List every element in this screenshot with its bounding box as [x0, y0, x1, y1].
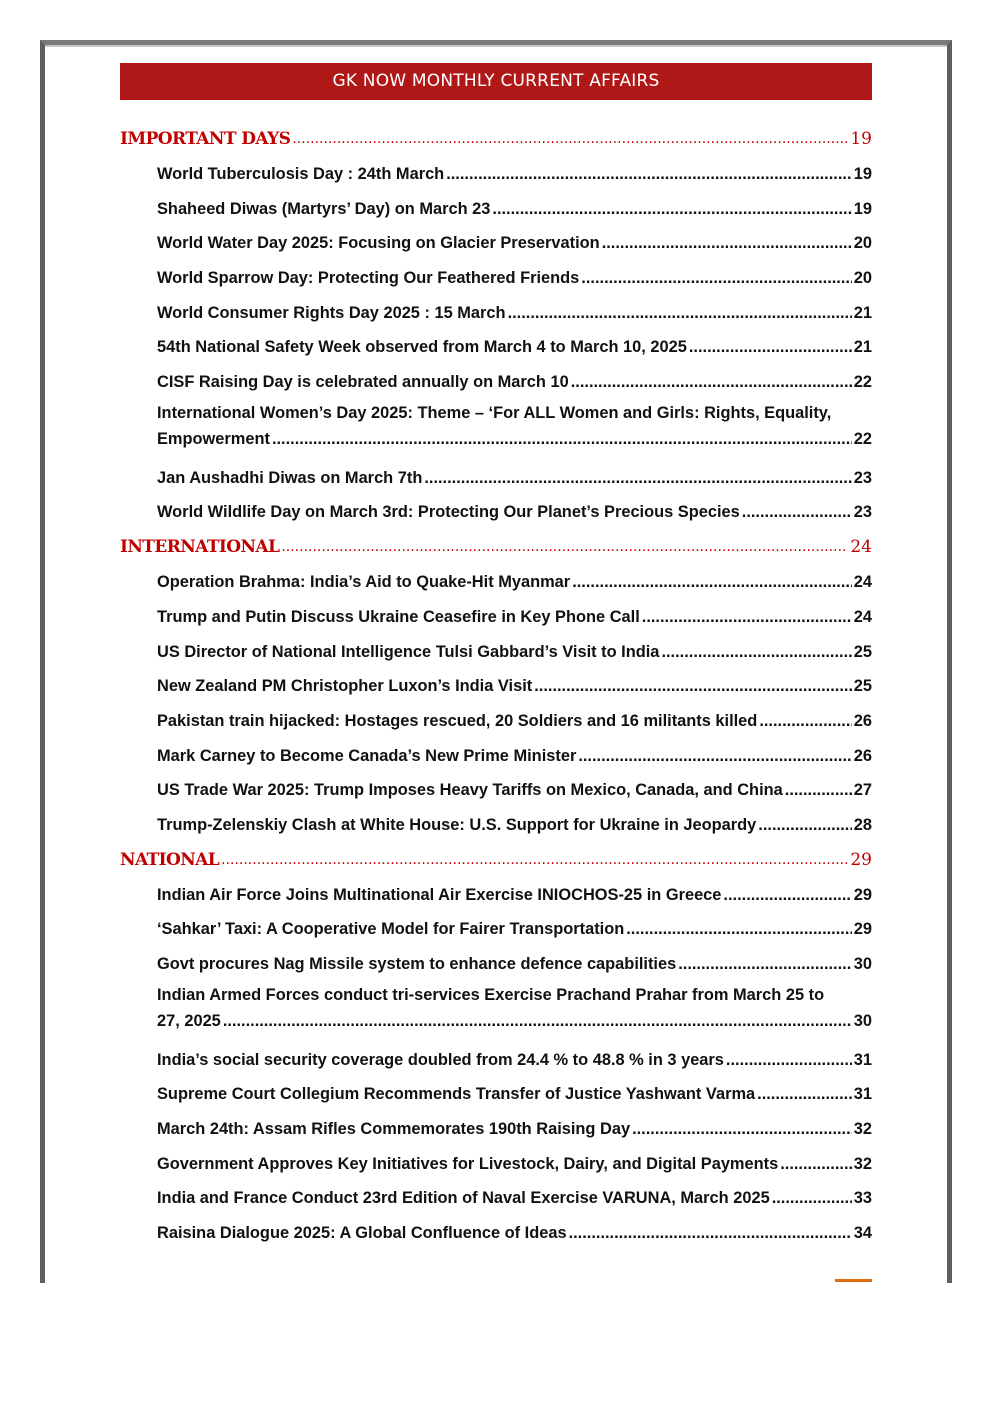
entry-title-line1: Indian Armed Forces conduct tri-services Exercise Prachand Prahar from March 25 to: [157, 985, 825, 1004]
toc-entry[interactable]: [157, 157, 872, 192]
entry-title: New Zealand PM Christopher Luxon’s India Visit: [157, 677, 533, 696]
toc-entry[interactable]: [157, 1043, 872, 1078]
dot-leader: [661, 635, 851, 670]
dot-leader: [758, 808, 851, 843]
entry-page: 29: [853, 920, 872, 939]
table-of-contents: [120, 122, 872, 1251]
entry-title-line1: International Women’s Day 2025: Theme – ‘For ALL Women and Girls: Rights, Equality,: [157, 403, 832, 422]
entry-page: 19: [853, 199, 872, 218]
dot-leader: [572, 565, 852, 600]
entry-page: 23: [853, 468, 872, 487]
toc-entry[interactable]: [157, 635, 872, 670]
entry-page: 32: [853, 1154, 872, 1173]
toc-entry[interactable]: [157, 192, 872, 227]
entry-page: 29: [853, 885, 872, 904]
dot-leader: [281, 530, 848, 565]
entry-page: 25: [853, 642, 872, 661]
section-title: NATIONAL: [120, 849, 220, 870]
dot-leader: [742, 495, 852, 530]
dot-leader: [446, 157, 852, 192]
toc-entry[interactable]: [157, 1216, 872, 1251]
entry-page: 22: [853, 373, 872, 392]
entry-title: World Sparrow Day: Protecting Our Feathered Friends: [157, 269, 580, 288]
entry-page: 27: [853, 781, 872, 800]
toc-entry[interactable]: [157, 1182, 872, 1217]
entry-title-line2: 27, 2025: [157, 1011, 221, 1030]
dot-leader: [757, 1077, 852, 1112]
entry-title: 54th National Safety Week observed from March 4 to March 10, 2025: [157, 338, 687, 357]
entry-title: India’s social security coverage doubled from 24.4 % to 48.8 % in 3 years: [157, 1050, 724, 1069]
entry-page: 28: [853, 815, 872, 834]
dot-leader: [424, 461, 851, 496]
entry-title: World Consumer Rights Day 2025 : 15 March: [157, 303, 506, 322]
toc-entry[interactable]: [157, 600, 872, 635]
toc-entry[interactable]: [157, 296, 872, 331]
section-page: 24: [850, 537, 872, 558]
dot-leader: [678, 947, 852, 982]
toc-entry[interactable]: [157, 704, 872, 739]
dot-leader: [492, 192, 851, 227]
entry-page: 24: [853, 573, 872, 592]
entry-title: World Water Day 2025: Focusing on Glacier Preservation: [157, 234, 600, 253]
page-header: GK NOW MONTHLY CURRENT AFFAIRS: [120, 63, 872, 100]
entry-title: Trump and Putin Discuss Ukraine Ceasefire in Key Phone Call: [157, 607, 640, 626]
toc-entry[interactable]: [157, 400, 872, 453]
toc-entry[interactable]: [157, 773, 872, 808]
toc-entry[interactable]: [157, 261, 872, 296]
entry-page: 23: [853, 503, 872, 522]
toc-entry[interactable]: [157, 365, 872, 400]
entry-page: 24: [853, 607, 872, 626]
dot-leader: [759, 704, 851, 739]
dot-leader: [292, 122, 848, 157]
toc-entry[interactable]: [157, 226, 872, 261]
toc-entry[interactable]: [157, 947, 872, 982]
dot-leader: [689, 330, 852, 365]
toc-section-important-days[interactable]: [120, 122, 872, 157]
entry-title: World Wildlife Day on March 3rd: Protecting Our Planet’s Precious Species: [157, 503, 740, 522]
entry-page: 20: [853, 269, 872, 288]
entry-page: 25: [853, 677, 872, 696]
dot-leader: [642, 600, 852, 635]
entry-title: Jan Aushadhi Diwas on March 7th: [157, 468, 423, 487]
entry-title: Govt procures Nag Missile system to enhance defence capabilities: [157, 955, 677, 974]
dot-leader: [602, 226, 852, 261]
entry-page: 22: [853, 429, 872, 448]
entry-title: World Tuberculosis Day : 24th March: [157, 164, 445, 183]
entry-page: 31: [853, 1050, 872, 1069]
entry-title: Shaheed Diwas (Martyrs’ Day) on March 23: [157, 199, 491, 218]
dot-leader: [221, 843, 848, 878]
dot-leader: [569, 1216, 852, 1251]
entry-title: US Trade War 2025: Trump Imposes Heavy Tariffs on Mexico, Canada, and China: [157, 781, 783, 800]
dot-leader: [626, 912, 852, 947]
entry-title: India and France Conduct 23rd Edition of Naval Exercise VARUNA, March 2025: [157, 1189, 770, 1208]
toc-section-international[interactable]: [120, 530, 872, 565]
dot-leader: [723, 878, 851, 913]
toc-entry[interactable]: [157, 1147, 872, 1182]
entry-title: Government Approves Key Initiatives for Livestock, Dairy, and Digital Payments: [157, 1154, 779, 1173]
dot-leader: [578, 739, 851, 774]
toc-entry[interactable]: [157, 878, 872, 913]
entry-page: 31: [853, 1085, 872, 1104]
entry-page: 34: [853, 1224, 872, 1243]
dot-leader: [272, 426, 852, 453]
dot-leader: [571, 365, 852, 400]
entry-title: Trump-Zelenskiy Clash at White House: U.S. Support for Ukraine in Jeopardy: [157, 815, 757, 834]
dot-leader: [772, 1181, 852, 1216]
toc-section-national[interactable]: [120, 843, 872, 878]
toc-entry[interactable]: [157, 461, 872, 496]
entry-page: 26: [853, 711, 872, 730]
toc-entry[interactable]: [157, 1112, 872, 1147]
entry-page: 30: [853, 1011, 872, 1030]
entry-title: US Director of National Intelligence Tulsi Gabbard’s Visit to India: [157, 642, 660, 661]
toc-entry[interactable]: [157, 669, 872, 704]
entry-title: Raisina Dialogue 2025: A Global Confluence of Ideas: [157, 1224, 567, 1243]
toc-entry[interactable]: [157, 496, 872, 531]
toc-entry[interactable]: [157, 1077, 872, 1112]
entry-page: 30: [853, 955, 872, 974]
toc-entry[interactable]: [157, 330, 872, 365]
entry-title: Mark Carney to Become Canada’s New Prime Minister: [157, 746, 577, 765]
entry-title: ‘Sahkar’ Taxi: A Cooperative Model for Fairer Transportation: [157, 920, 625, 939]
entry-title: Operation Brahma: India’s Aid to Quake-Hit Myanmar: [157, 573, 571, 592]
entry-page: 26: [853, 746, 872, 765]
section-page: 19: [850, 129, 872, 149]
entry-page: 19: [853, 164, 872, 183]
dot-leader: [534, 669, 852, 704]
entry-title: March 24th: Assam Rifles Commemorates 190th Raising Day: [157, 1120, 631, 1139]
section-title: IMPORTANT DAYS: [120, 129, 291, 149]
entry-page: 20: [853, 234, 872, 253]
entry-title: Pakistan train hijacked: Hostages rescued, 20 Soldiers and 16 militants killed: [157, 711, 758, 730]
toc-entry[interactable]: [157, 739, 872, 774]
toc-entry[interactable]: [157, 565, 872, 600]
entry-title-line2: Empowerment: [157, 429, 270, 448]
dot-leader: [581, 261, 851, 296]
dot-leader: [223, 1008, 852, 1035]
entry-title: Indian Air Force Joins Multinational Air Exercise INIOCHOS-25 in Greece: [157, 885, 722, 904]
entry-page: 33: [853, 1189, 872, 1208]
dot-leader: [726, 1043, 852, 1078]
section-title: INTERNATIONAL: [120, 537, 280, 558]
entry-page: 32: [853, 1120, 872, 1139]
toc-entry[interactable]: [157, 982, 872, 1035]
dot-leader: [780, 1147, 852, 1182]
dot-leader: [508, 296, 852, 331]
section-page: 29: [850, 849, 872, 870]
footer-accent-line: [835, 1279, 872, 1282]
entry-page: 21: [853, 338, 872, 357]
dot-leader: [632, 1112, 852, 1147]
entry-title: Supreme Court Collegium Recommends Transfer of Justice Yashwant Varma: [157, 1085, 756, 1104]
entry-page: 21: [853, 303, 872, 322]
dot-leader: [785, 773, 852, 808]
entry-title: CISF Raising Day is celebrated annually on March 10: [157, 373, 569, 392]
toc-entry[interactable]: [157, 912, 872, 947]
toc-entry[interactable]: [157, 808, 872, 843]
